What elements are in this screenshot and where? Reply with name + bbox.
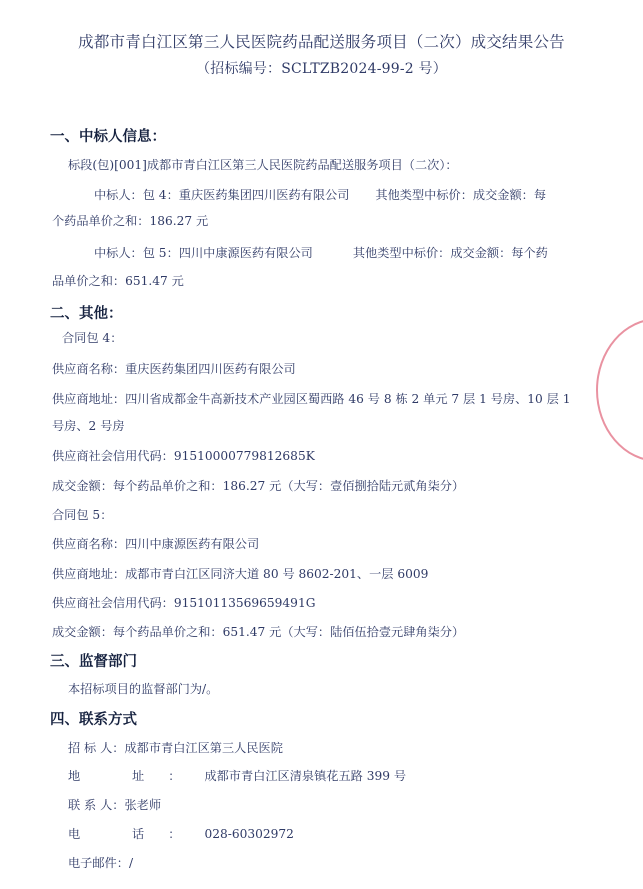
lot-line: 标段(包)[001]成都市青白江区第三人民医院药品配送服务项目（二次）： (68, 158, 458, 172)
package-5-credit-code: 供应商社会信用代码：91510113569659491G (52, 596, 316, 610)
tender-number: （招标编号：SCLTZB2024-99-2 号） (196, 61, 447, 77)
section-supervision-heading: 三、监督部门 (50, 653, 137, 670)
package-4-amount: 成交金额：每个药品单价之和：186.27 元（大写：壹佰捌拾陆元贰角柒分） (52, 479, 465, 493)
winner-1-price: 个药品单价之和：186.27 元 (52, 214, 209, 228)
contact-label: 联 系 人： (68, 798, 125, 812)
package-5-amount: 成交金额：每个药品单价之和：651.47 元（大写：陆佰伍拾壹元肆角柒分） (52, 625, 465, 639)
phone-value: 028-60302972 (204, 827, 294, 841)
package-4-supplier-name: 供应商名称：重庆医药集团四川医药有限公司 (52, 362, 296, 376)
winner-2-price-label: 其他类型中标价：成交金额：每个药 (352, 246, 548, 260)
contact-address-row (68, 768, 406, 784)
package-4-credit-code: 供应商社会信用代码：91510000779812685K (52, 449, 315, 463)
phone-label: 电 话： (68, 827, 205, 841)
document-title: 成都市青白江区第三人民医院药品配送服务项目（二次）成交结果公告 (78, 33, 565, 51)
address-label: 地 址： (68, 769, 205, 783)
package-4-supplier-address: 供应商地址：四川省成都金牛高新技术产业园区蜀西路 46 号 8 栋 2 单元 7 层 1 号房、10 层 1 (52, 392, 571, 406)
winner-2-line (94, 245, 548, 261)
tenderer-label: 招 标 人： (68, 741, 125, 755)
winner-1-name: 中标人：包 4：重庆医药集团四川医药有限公司 (94, 188, 350, 202)
package-4-label: 合同包 4： (62, 331, 123, 345)
package-5-supplier-name: 供应商名称：四川中康源医药有限公司 (52, 537, 260, 551)
package-5-supplier-address: 供应商地址：成都市青白江区同济大道 80 号 8602-201、一层 6009 (52, 567, 429, 581)
winner-2-name: 中标人：包 5：四川中康源医药有限公司 (94, 246, 313, 260)
email-label: 电子邮件： (68, 856, 129, 870)
contact-phone-row (68, 826, 294, 842)
winner-1-price-label: 其他类型中标价：成交金额：每 (375, 188, 547, 202)
section-winner-heading: 一、中标人信息： (50, 128, 166, 145)
winner-1-line (94, 187, 546, 203)
contact-email-row (68, 855, 133, 871)
email-value: / (128, 856, 134, 870)
contact-person-row (68, 797, 161, 813)
package-4-supplier-address-cont: 号房、2 号房 (52, 419, 125, 433)
contact-value: 张老师 (124, 798, 162, 812)
section-contact-heading: 四、联系方式 (50, 711, 137, 728)
supervision-text: 本招标项目的监督部门为/。 (68, 682, 219, 696)
winner-2-price: 品单价之和：651.47 元 (52, 274, 184, 288)
section-other-heading: 二、其他： (50, 305, 123, 322)
official-seal-stamp (596, 318, 643, 462)
tenderer-value: 成都市青白江区第三人民医院 (124, 741, 283, 755)
package-5-label: 合同包 5： (52, 508, 113, 522)
contact-tenderer-row (68, 740, 283, 756)
address-value: 成都市青白江区清泉镇花五路 399 号 (204, 769, 407, 783)
